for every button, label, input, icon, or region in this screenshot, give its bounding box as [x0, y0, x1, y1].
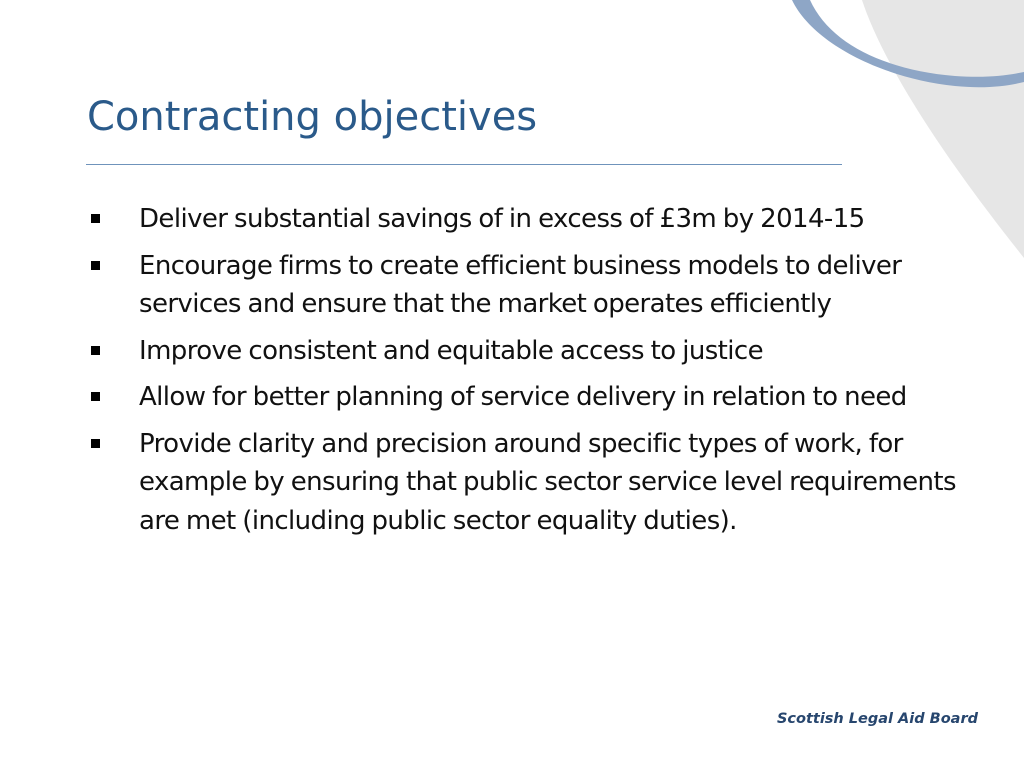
- square-bullet-icon: [91, 261, 100, 270]
- square-bullet-icon: [91, 346, 100, 355]
- bullet-item: [87, 378, 982, 417]
- square-bullet-icon: [91, 214, 100, 223]
- bullet-text: Encourage firms to create efficient business models to deliver services and ensure that the market operates efficiently: [139, 250, 902, 319]
- bullet-item: [87, 200, 982, 239]
- bullet-text: Provide clarity and precision around specific types of work, for example by ensuring that public sector service level requirements are met (including public sector equality duties).: [139, 428, 956, 536]
- title-underline: [86, 164, 842, 165]
- bullet-text: Improve consistent and equitable access to justice: [139, 335, 763, 366]
- bullet-list: [87, 200, 982, 548]
- bullet-text: Allow for better planning of service delivery in relation to need: [139, 382, 907, 412]
- square-bullet-icon: [91, 392, 100, 401]
- organization-footer: Scottish Legal Aid Board: [776, 711, 978, 727]
- bullet-item: [87, 425, 982, 541]
- bullet-item: [87, 332, 982, 371]
- bullet-item: [87, 247, 982, 324]
- slide-title: Contracting objectives: [87, 94, 538, 140]
- bullet-text: Deliver substantial savings of in excess of £3m by 2014-15: [139, 204, 865, 234]
- square-bullet-icon: [91, 439, 100, 448]
